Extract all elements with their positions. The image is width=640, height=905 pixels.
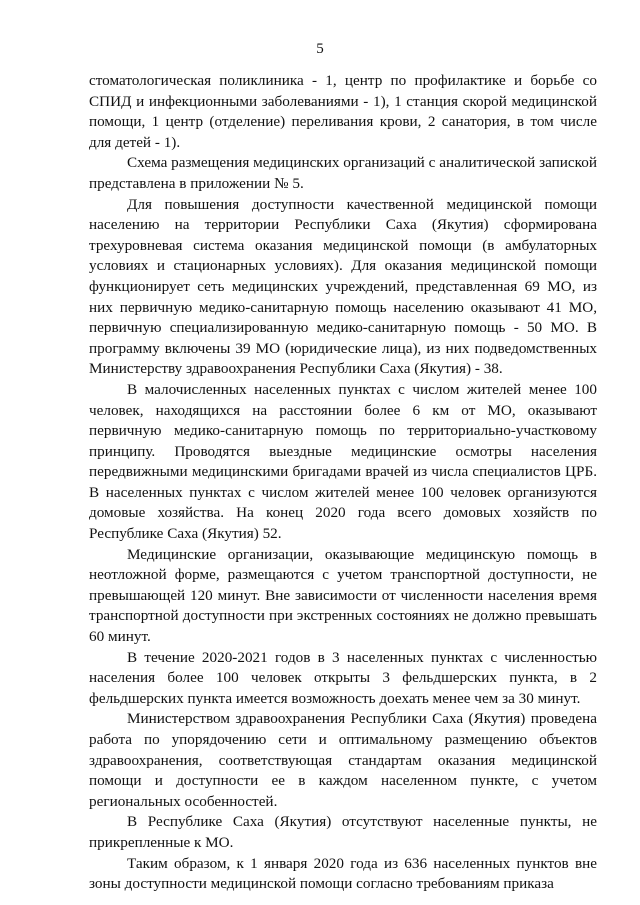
paragraph-5: Медицинские организации, оказывающие медицинскую помощь в неотложной форме, размещаются с учетом транспортной доступности, не превышающей 120 минут. Вне зависимости от численности населения время транспортной доступности при экстренных состояниях не должно превышать 60 минут. <box>89 545 597 646</box>
paragraph-2: Схема размещения медицинских организаций с аналитической запиской представлена в приложении № 5. <box>89 154 597 192</box>
paragraph-6: В течение 2020-2021 годов в 3 населенных пунктах с численностью населения более 100 человек открыты 3 фельдшерских пункта, в 2 фельдшерских пункта имеется возможность доехать менее чем за 30 минут. <box>89 648 597 707</box>
paragraph-1: стоматологическая поликлиника - 1, центр по профилактике и борьбе со СПИД и инфекционными заболеваниями - 1), 1 станция скорой медицинской помощи, 1 центр (отделение) переливания крови, 2 санатория, в том числе для детей - 1). <box>89 72 597 151</box>
paragraph-7: Министерством здравоохранения Республики Саха (Якутия) проведена работа по упорядочению сети и оптимальному размещению объектов здравоохранения, соответствующая стандартам оказания медицинской помощи и доступности ее в каждом населенном пункте, с учетом региональных особенностей. <box>89 710 597 810</box>
paragraph-9: Таким образом, к 1 января 2020 года из 636 населенных пунктов вне зоны доступности медицинской помощи согласно требованиям приказа <box>89 854 597 893</box>
page-number: 5 <box>316 41 324 57</box>
document-body <box>89 71 597 895</box>
paragraph-4: В малочисленных населенных пунктах с числом жителей менее 100 человек, находящихся на расстоянии более 6 км от МО, оказывают первичную медико-санитарную помощь по территориально-участковому принципу. Проводятся выездные медицинские осмотры населения передвижными медицинскими бригадами врачей из числа специалистов ЦРБ. В населенных пунктах с числом жителей менее 100 человек организуются домовые хозяйства. На конец 2020 года всего домовых хозяйств по Республике Саха (Якутия) 52. <box>89 380 597 543</box>
paragraph-8: В Республике Саха (Якутия) отсутствуют населенные пункты, не прикрепленные к МО. <box>89 813 597 851</box>
paragraph-3: Для повышения доступности качественной медицинской помощи населению на территории Республики Саха (Якутия) сформирована трехуровневая система оказания медицинской помощи (в амбулаторных условиях и стационарных условиях). Для оказания медицинской помощи функционирует сеть медицинских учреждений, представленная 69 МО, из них первичную медико-санитарную помощь населению оказывают 41 МО, первичную специализированную медико-санитарную помощь - 50 МО. В программу включены 39 МО (юридические лица), из них подведомственных Министерству здравоохранения Республики Саха (Якутия) - 38. <box>89 195 597 378</box>
